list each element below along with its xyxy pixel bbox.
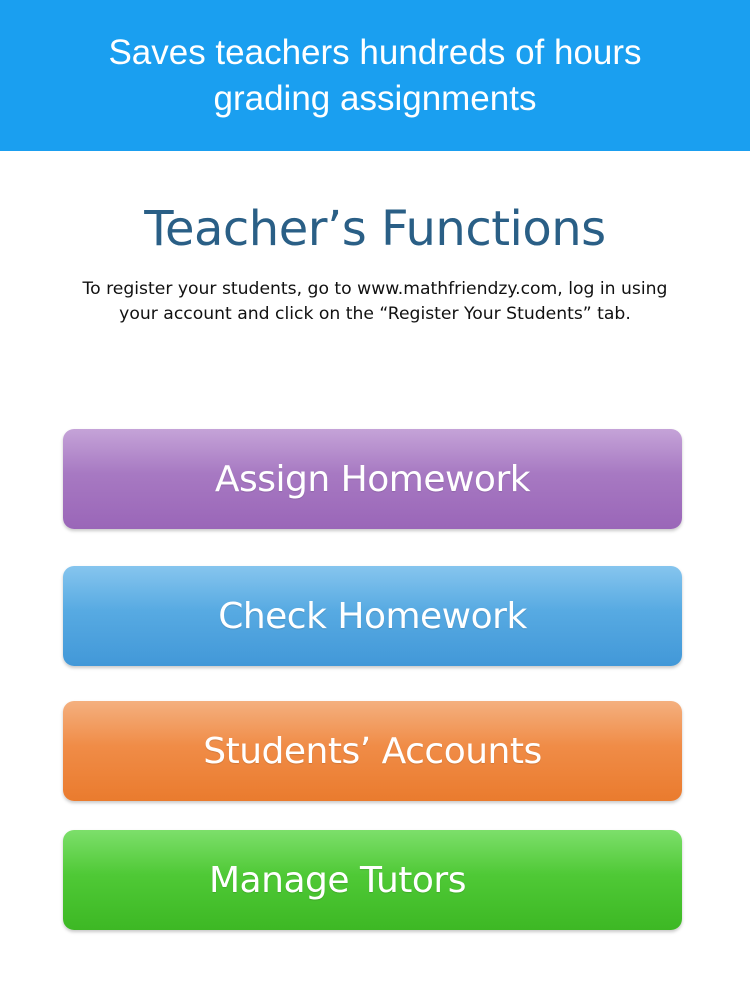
check-homework-label: Check Homework [218,595,527,637]
students-accounts-label: Students’ Accounts [203,730,542,772]
manage-tutors-label: Manage Tutors [209,859,466,901]
banner-line-2: grading assignments [213,78,537,118]
students-accounts-button[interactable] [63,701,682,801]
assign-homework-button[interactable] [63,429,682,529]
promo-banner [0,0,750,151]
manage-tutors-button[interactable] [63,830,682,930]
instructions-line-2: your account and click on the “Register Your Students” tab. [119,304,631,324]
assign-homework-label: Assign Homework [214,458,531,500]
banner-line-1: Saves teachers hundreds of hours [108,32,642,72]
page-title: Teacher’s Functions [144,201,606,257]
instructions-line-1: To register your students, go to www.mathfriendzy.com, log in using [82,279,668,299]
registration-instructions [40,277,710,327]
check-homework-button[interactable] [63,566,682,666]
banner-text [108,30,641,122]
